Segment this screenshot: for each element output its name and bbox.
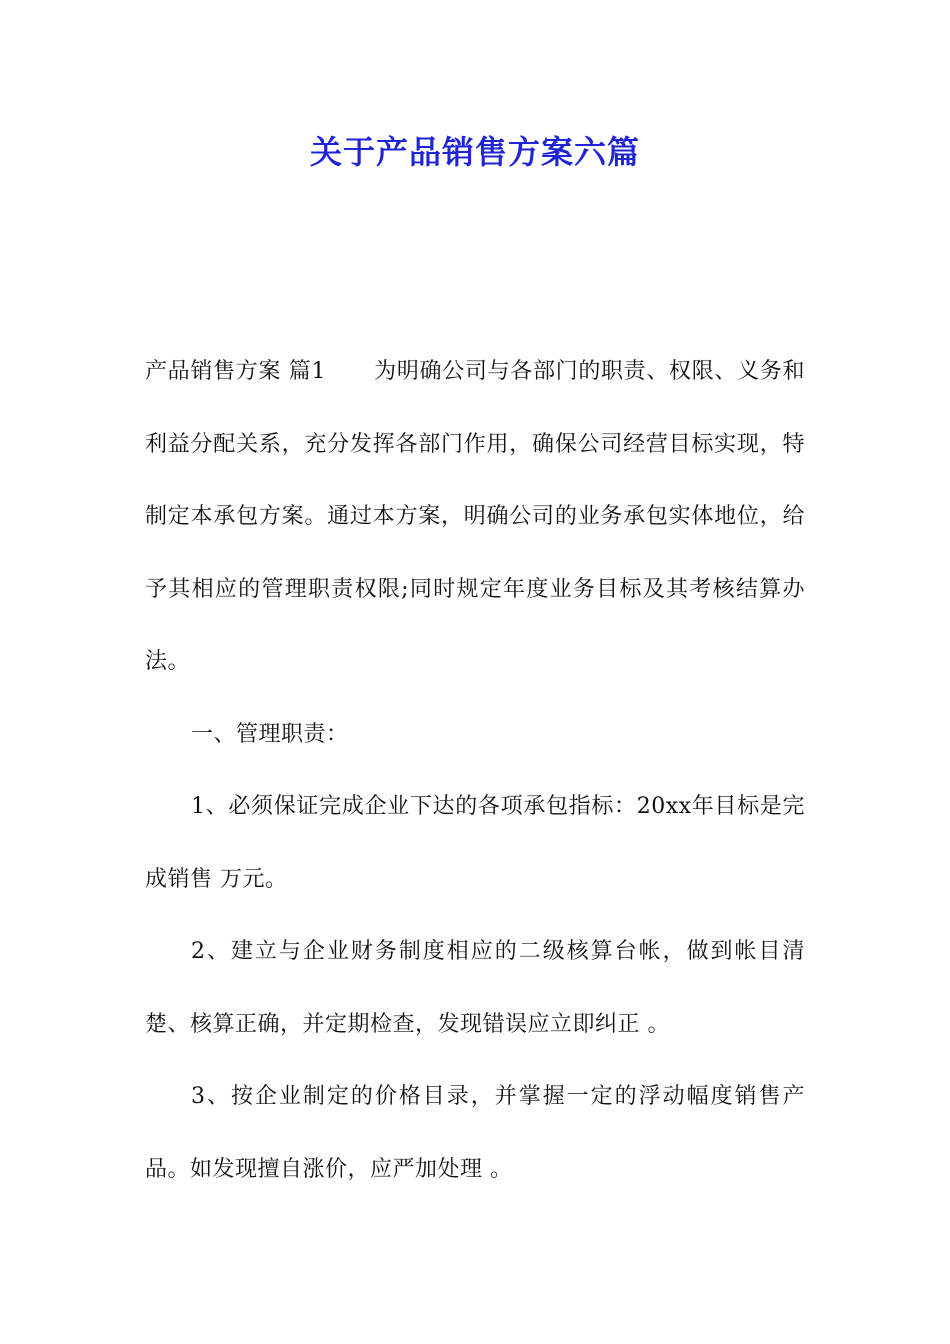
paragraph: 3、按企业制定的价格目录，并掌握一定的浮动幅度销售产品。如发现擅自涨价，应严加处理 。 bbox=[145, 1084, 805, 1182]
document-title: 关于产品销售方案六篇 bbox=[309, 133, 640, 171]
paragraph-text: 为明确公司与各部门的职责、权限、义务和利益分配关系，充分发挥各部门作用，确保公司经营目标实现，特制定本承包方案。通过本方案，明确公司的业务承包实体地位，给予其相应的管理职责权限;同时规定年度业务目标及其考核结算办法。 bbox=[145, 359, 805, 674]
intro-paragraph bbox=[145, 336, 805, 699]
paragraph: 1、必须保证完成企业下达的各项承包指标：20xx年目标是完成销售 万元。 bbox=[145, 794, 805, 892]
section-heading: 产品销售方案 篇1 bbox=[145, 359, 326, 384]
document-body bbox=[145, 336, 805, 1206]
paragraph: 2、建立与企业财务制度相应的二级核算台帐，做到帐目清楚、核算正确，并定期检查，发现错误应立即纠正 。 bbox=[145, 939, 805, 1037]
paragraph: 一、管理职责： bbox=[191, 721, 349, 747]
